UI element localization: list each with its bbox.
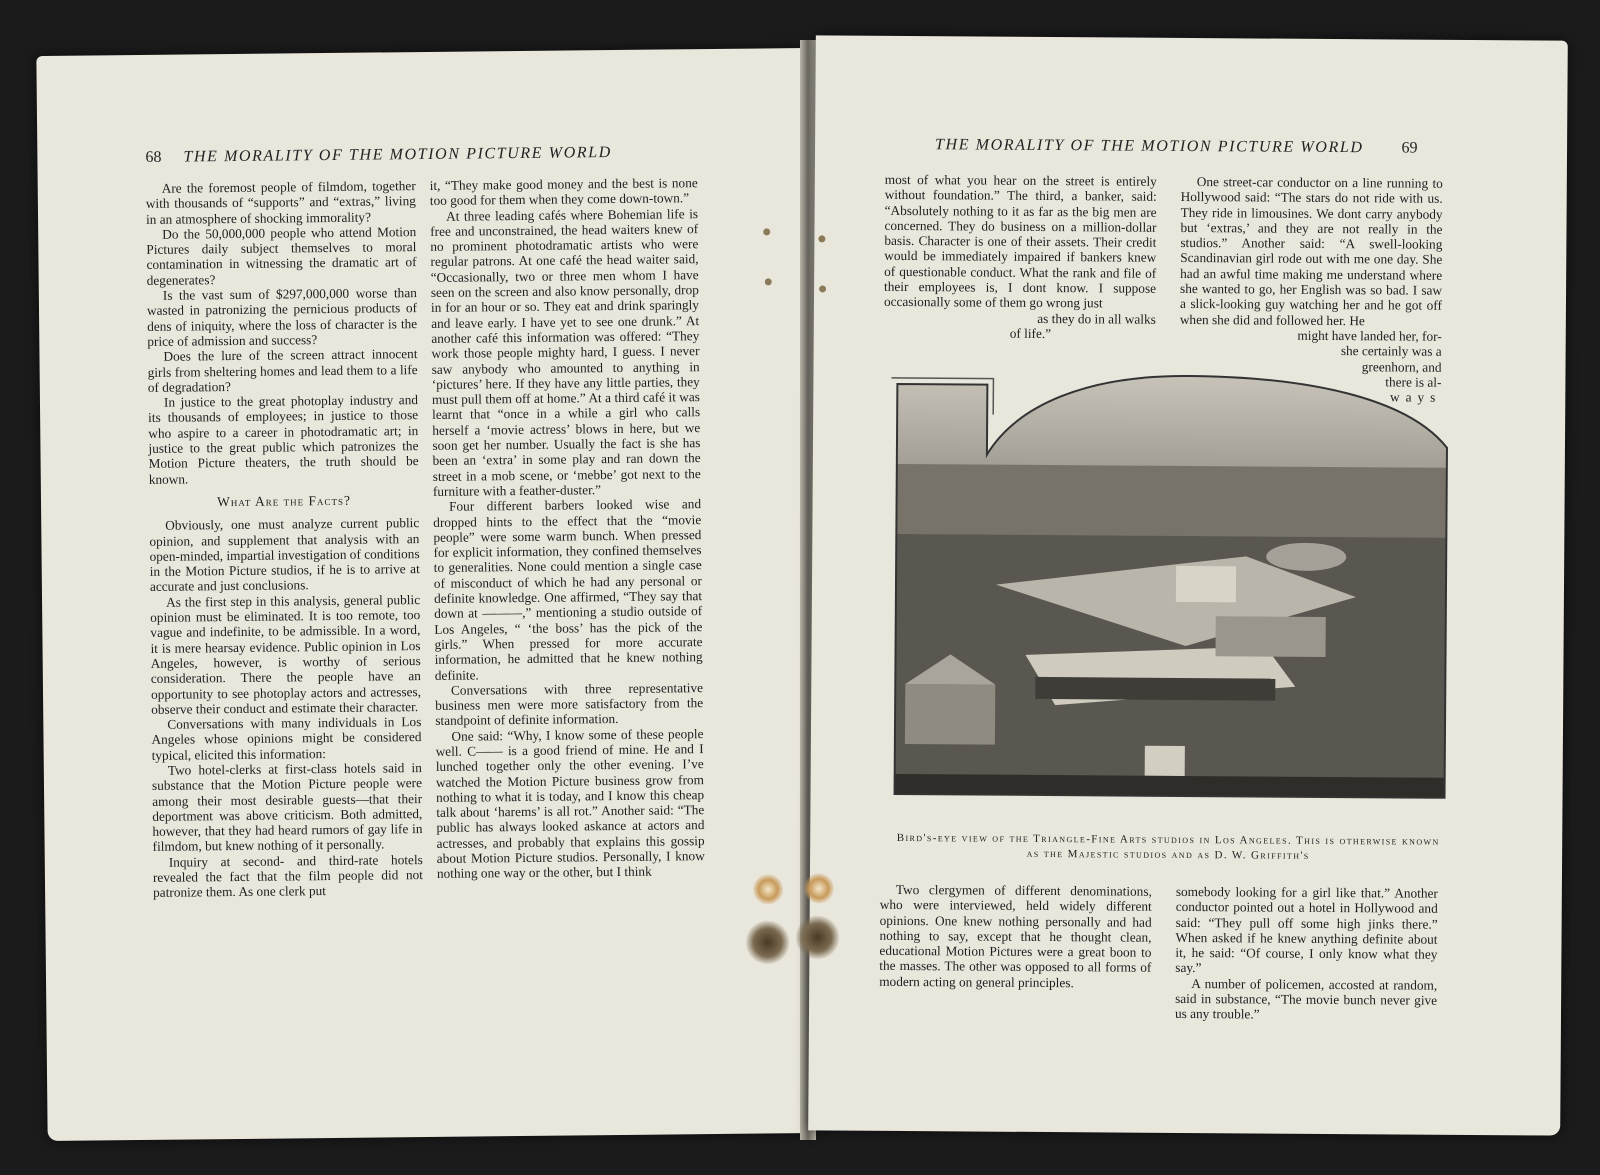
text-line: there is al- xyxy=(1385,374,1442,390)
right-column-1-top xyxy=(884,172,1157,342)
paragraph: Obviously, one must analyze current public opinion, and supplement that analysis with an open-minded, impartial investigation of conditions in the Motion Picture studios, if he is to arrive at accurate and just conclusions. xyxy=(149,515,420,595)
text-line: of life.” xyxy=(1009,325,1052,342)
text-line: might have landed her, for- xyxy=(1297,327,1442,344)
paragraph: somebody looking for a girl like that.” Another conductor pointed out a hotel in Hollywood and said: “They pull off some high jinks there.” When asked if he knew anything definite about it, he said: “Of course, I only know what they say.” xyxy=(1175,883,1438,976)
paragraph: Is the vast sum of $297,000,000 worse than wasted in patronizing the pernicious products of dens of iniquity, where the loss of character is the price of admission and success? xyxy=(146,285,418,349)
paragraph: Conversations with three representative business men were more satisfactory from the standpoint of definite information. xyxy=(435,679,704,729)
paragraph: most of what you hear on the street is entirely without foundation.” The third, a banker, said: “Absolutely nothing to it as far as the big men are concerned. They do business on a million-dollar basis. Character is one of their assets. Their credit would be immediately impaired if bankers knew of questionable conduct. What the rank and file of their employees is, I dont know. I suppose occasionally some of them go wrong just xyxy=(883,171,1157,311)
left-page-number: 68 xyxy=(145,148,162,166)
paragraph: Are the foremost people of filmdom, together with thousands of “supports” and “extras,” living in an atmosphere of shocking immorality? xyxy=(145,178,416,227)
paragraph: Does the lure of the screen attract innocent girls from sheltering homes and lead them to a life of degradation? xyxy=(147,346,418,395)
right-page xyxy=(808,35,1568,1135)
binding-hole xyxy=(818,235,825,242)
right-running-title: THE MORALITY OF THE MOTION PICTURE WORLD xyxy=(935,136,1364,157)
paragraph: A number of policemen, accosted at random, said in substance, “The movie bunch never give us any trouble.” xyxy=(1174,975,1438,1022)
paragraph: One street-car conductor on a line running to Hollywood said: “The stars do not ride with us. They ride in limousines. We dont carry anybody but ‘extras,’ and they are not really in the studios.” Another said: “A swell-looking Scandinavian girl rode out with me one day. She had an awful time making me understand where she wanted to go, her English was so bad. I saw a slick-looking guy watching her and he got off when she did and followed her. He xyxy=(1179,174,1443,328)
rust-stain xyxy=(753,874,783,904)
right-column-2-bottom xyxy=(1175,884,1438,1023)
text-line: as they do in all walks xyxy=(1037,310,1156,327)
section-heading: What Are the Facts? xyxy=(216,492,352,510)
rust-stain xyxy=(804,873,834,903)
left-running-head xyxy=(145,144,612,167)
paragraph: In justice to the great photoplay industry and its thousands of employees; in justice to those who aspire to a career in photodramatic art; in justice to the great public which patronizes the Motion Picture theaters, the truth should be known. xyxy=(148,392,419,487)
left-running-title: THE MORALITY OF THE MOTION PICTURE WORLD xyxy=(183,144,612,166)
binding-hole xyxy=(763,228,770,235)
paragraph: Do the 50,000,000 people who attend Motion Pictures daily subject themselves to moral contamination in witnessing the dramatic art of degenerates? xyxy=(146,223,417,288)
left-column-1 xyxy=(146,178,424,900)
photo-caption: Bird's-eye view of the Triangle-Fine Arts studios in Los Angeles. This is otherwise known as the Majestic studios and as D. W. Griffith's xyxy=(896,831,1440,862)
binding-hole xyxy=(819,285,826,292)
text-line: greenhorn, and xyxy=(1361,358,1442,375)
paragraph: Conversations with many individuals in Los Angeles whose opinions might be considered typical, elicited this information: xyxy=(151,714,422,763)
paragraph: it, “They make good money and the best is none too good for them when they come down-town.” xyxy=(429,175,698,209)
aerial-photo-illustration xyxy=(884,354,1455,818)
paragraph: Four different barbers looked wise and dropped hints to the effect that the “movie people” were some warm bunch. When pressed for explicit information, they confined themselves to generalities. None could mention a single case of misconduct of which he had any personal or definite knowledge. One affirmed, “They say that down at ———,” mentioning a studio outside of Los Angeles, “ ‘the boss’ has the pick of the girls.” When pressed for more accurate information, he admitted that he knew nothing definite. xyxy=(433,496,703,683)
right-running-head xyxy=(935,136,1418,157)
text-line: ways xyxy=(1389,389,1442,405)
right-column-1-bottom xyxy=(879,882,1152,991)
paragraph: Inquiry at second- and third-rate hotels revealed the fact that the film people did not patronize them. As one clerk put xyxy=(152,851,424,901)
paragraph: At three leading cafés where Bohemian life is free and unconstrained, the head waiters knew of no prominent photodramatic artists who were regular patrons. At one café the head waiter said, “Occasionally, two or three men whom I have seen on the screen and also know personally, drop in for an hour or so. They eat and drink sparingly and leave early. I have yet to see one drunk.” At another café this information was offered: “They work those people mighty hard, I guess. I never saw anybody who amounted to anything in ‘pictures’ here. If they have any little parties, they must pull them off at home.” At a third café it was learnt that “once in a while a girl who calls herself a ‘movie actress’ blows in here, but we soon get her number. Usually the fact is she has been an ‘extra’ in some play and ran down the street in a mob scene, or ‘mebbe’ got next to the furniture with a feather-duster.” xyxy=(430,205,701,499)
binding-hole xyxy=(765,278,772,285)
water-stain xyxy=(795,915,839,959)
left-page xyxy=(36,48,815,1141)
paragraph: Two clergymen of different denominations, who were interviewed, held widely different opinions. One knew nothing personally and had nothing to say, except that he thought clean, educational Motion Pictures were a great boon to the masses. The other was opposed to all forms of modern acting on general principles. xyxy=(879,881,1152,990)
studio-photograph xyxy=(884,354,1455,818)
water-stain xyxy=(745,920,789,964)
left-column-2 xyxy=(430,175,705,881)
paragraph: Two hotel-clerks at first-class hotels said in substance that the Motion Picture people were among their most desirable guests—that their deportment was above criticism. Both admitted, however, that they had heard rumors of gay life in filmdom, but knew nothing of it personally. xyxy=(151,760,423,855)
paragraph: As the first step in this analysis, general public opinion must be eliminated. It is too remote, too vague and indefinite, to be admissible. In a word, it is mere hearsay evidence. Public opinion in Los Angeles, however, is worthy of serious consideration. There the people have an opportunity to see photoplay actors and actresses, observe their conduct and estimate their character. xyxy=(150,591,422,717)
paragraph: One said: “Why, I know some of these people well. C—— is a good friend of mine. He and I lunched together only the other evening. I’ve watched the Motion Picture business grow from nothing to what it is today, and I know this cheap talk about ‘harems’ is all rot.” Another said: “The public has always looked askance at actors and actresses, and probably that explains this gossip about Motion Picture studios. Personally, I know nothing one way or the other, but I think xyxy=(435,725,705,882)
text-line: she certainly was a xyxy=(1340,343,1442,360)
right-page-number: 69 xyxy=(1401,139,1418,157)
